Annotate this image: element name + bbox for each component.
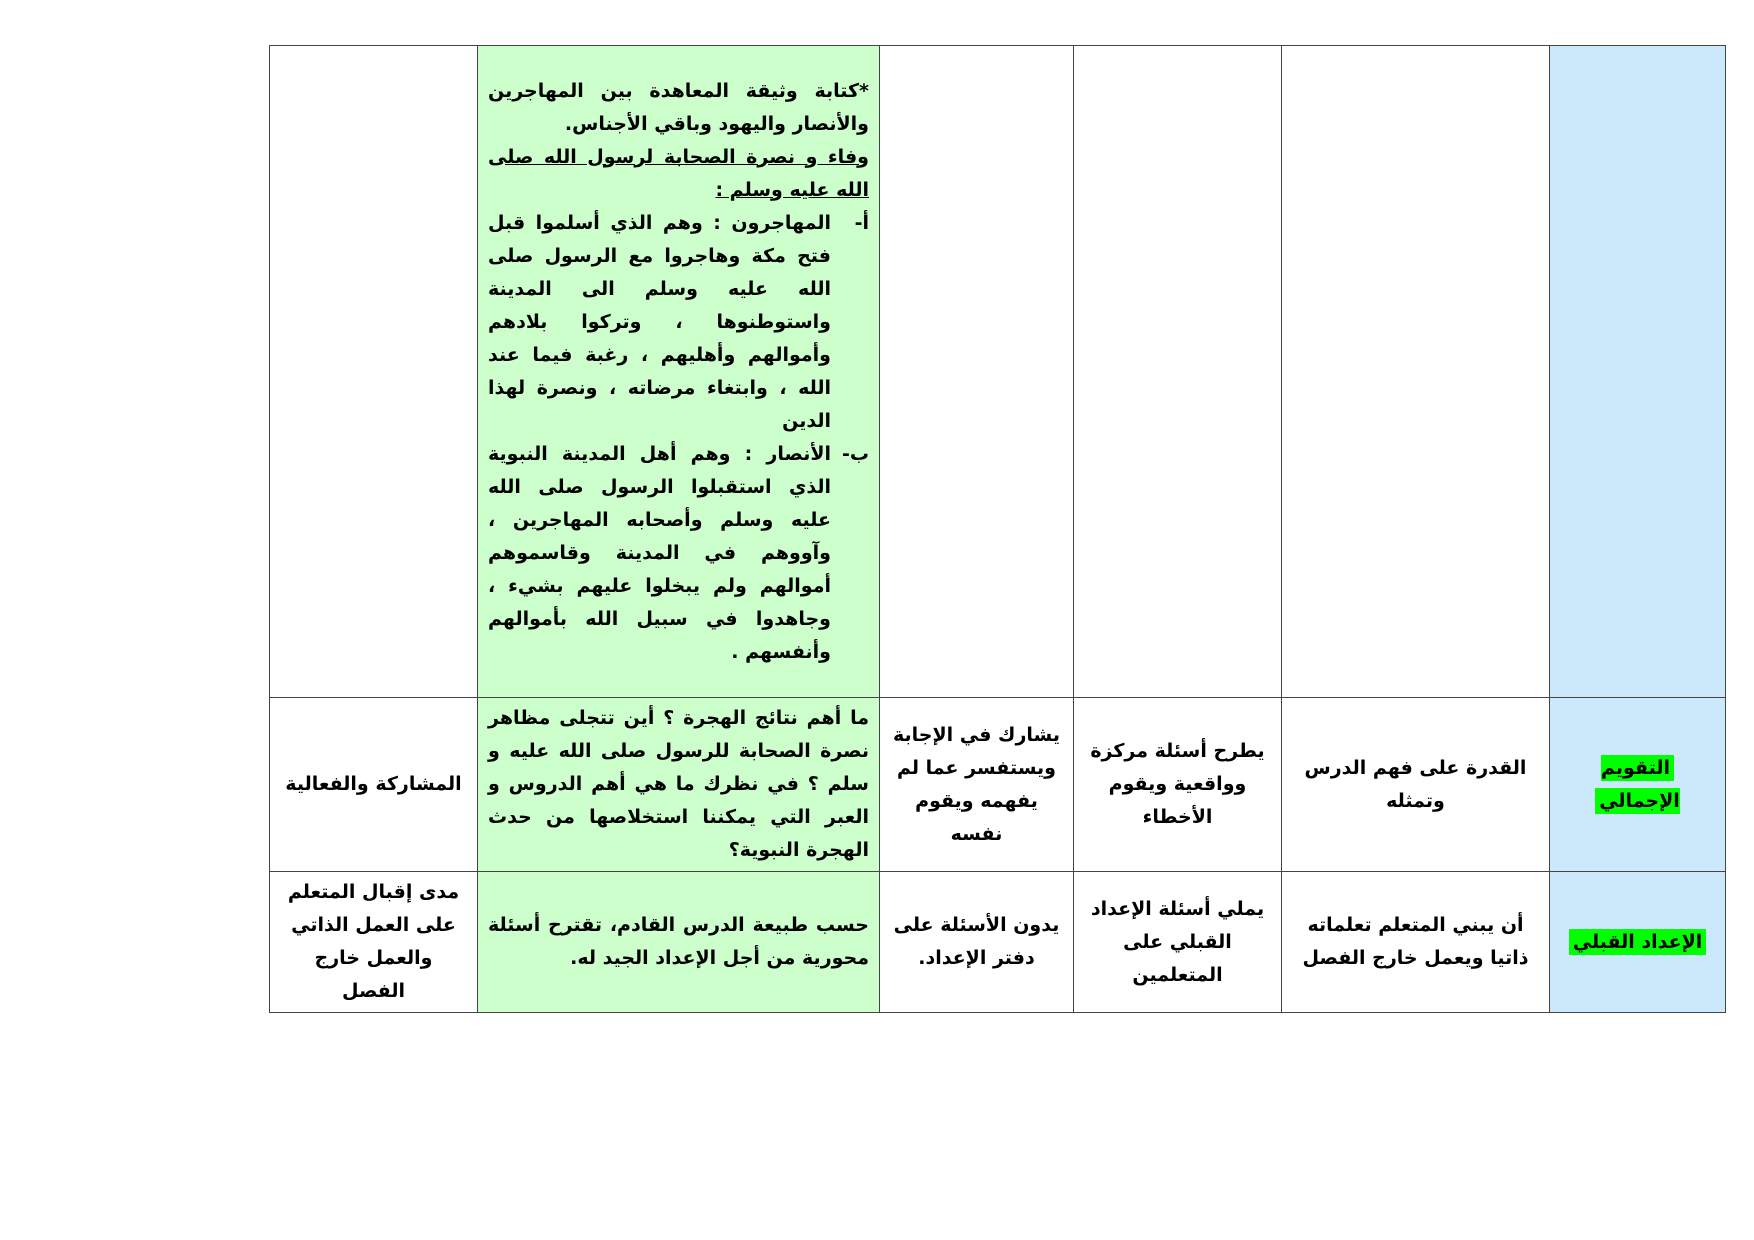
learner-activity-cell: يدون الأسئلة على دفتر الإعداد. [880,872,1074,1013]
list-item-text: المهاجرون : وهم الذي أسلموا قبل فتح مكة وهاجروا مع الرسول صلى الله عليه وسلم الى المدينة واستوطنوها ، وتركوا بلادهم وأموالهم وأهليهم ، رغبة فيما عند الله ، وابتغاء مرضاته ، ونصرة لهذا الدين [488,211,831,432]
list-item-text: الأنصار : وهم أهل المدينة النبوية الذي استقبلوا الرسول صلى الله عليه وسلم وأصحابه المهاجرين ، وآووهم في المدينة وقاسموهم أموالهم ولم يبخلوا عليهم بشيء ، وجاهدوا في سبيل الله بأموالهم وأنفسهم . [488,442,831,663]
content-heading: وفاء و نصرة الصحابة لرسول الله صلى الله عليه وسلم : [488,145,869,201]
table-row [270,698,1726,872]
stage-label: الإعداد القبلي [1569,929,1707,955]
goal-cell: القدرة على فهم الدرس وتمثله [1282,698,1550,872]
lesson-plan-table [269,45,1726,1013]
list-marker: أ- [854,211,869,234]
goal-cell: أن يبني المتعلم تعلماته ذاتيا ويعمل خارج الفصل [1282,872,1550,1013]
evaluation-cell: المشاركة والفعالية [270,698,478,872]
list-item [488,207,869,438]
stage-cell [1550,698,1726,872]
content-cell: ما أهم نتائج الهجرة ؟ أين تتجلى مظاهر نصرة الصحابة للرسول صلى الله عليه و سلم ؟ في نظرك ما هي أهم الدروس و العبر التي يمكننا استخلاصها من حدث الهجرة النبوية؟ [478,698,880,872]
goal-cell [1282,46,1550,698]
list-marker: ب- [842,442,869,465]
table-row [270,46,1726,698]
learner-activity-cell [880,46,1074,698]
stage-cell [1550,46,1726,698]
teacher-activity-cell: يملي أسئلة الإعداد القبلي على المتعلمين [1074,872,1282,1013]
content-intro: *كتابة وثيقة المعاهدة بين المهاجرين والأنصار واليهود وباقي الأجناس. [488,79,869,135]
evaluation-cell [270,46,478,698]
content-cell [478,46,880,698]
content-cell: حسب طبيعة الدرس القادم، تقترح أسئلة محورية من أجل الإعداد الجيد له. [478,872,880,1013]
evaluation-cell: مدى إقبال المتعلم على العمل الذاتي والعمل خارج الفصل [270,872,478,1013]
learner-activity-cell: يشارك في الإجابة ويستفسر عما لم يفهمه ويقوم نفسه [880,698,1074,872]
teacher-activity-cell [1074,46,1282,698]
list-item [488,438,869,669]
teacher-activity-cell: يطرح أسئلة مركزة وواقعية ويقوم الأخطاء [1074,698,1282,872]
stage-cell [1550,872,1726,1013]
stage-label: التقويم الإجمالي [1595,755,1680,814]
table-row [270,872,1726,1013]
